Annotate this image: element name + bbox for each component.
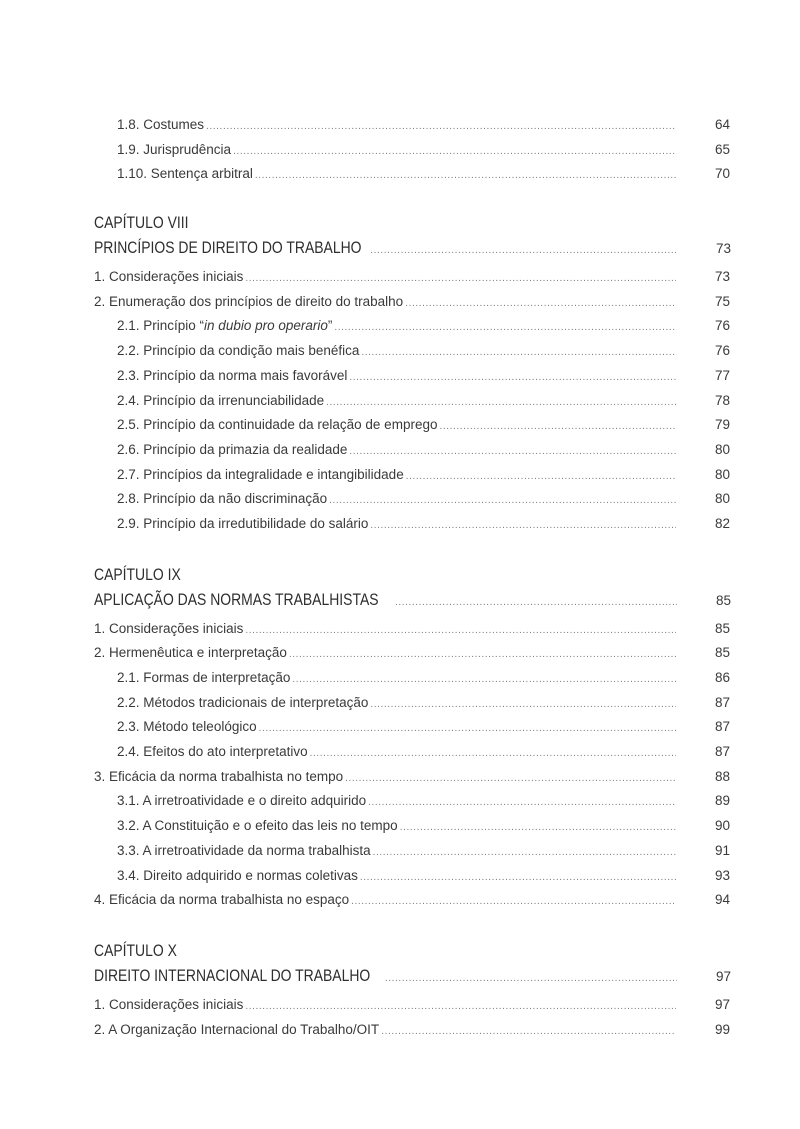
- toc-entry[interactable]: [94, 162, 730, 187]
- dot-leader: [361, 341, 676, 366]
- toc-entry[interactable]: [94, 666, 730, 691]
- dot-leader: [385, 966, 677, 992]
- chapter-title: APLICAÇÃO DAS NORMAS TRABALHISTAS: [94, 589, 379, 609]
- dot-leader: [329, 489, 676, 514]
- toc-entry-page: 76: [714, 343, 730, 359]
- toc-entry-label: 3.2. A Constituição e o efeito das leis no tempo: [117, 818, 398, 834]
- toc-entry[interactable]: [94, 789, 730, 814]
- toc-entry-page: 85: [714, 645, 730, 661]
- dot-leader: [370, 693, 676, 718]
- dot-leader: [381, 1020, 676, 1045]
- toc-entry[interactable]: [94, 339, 730, 364]
- dot-leader: [370, 514, 676, 539]
- dot-leader: [400, 816, 676, 841]
- toc-entry-label: 2.6. Princípio da primazia da realidade: [117, 441, 348, 457]
- toc-entry[interactable]: [94, 740, 730, 765]
- toc-entry[interactable]: [94, 463, 730, 488]
- toc-entry-page: 80: [714, 491, 730, 507]
- toc-entry[interactable]: [94, 512, 730, 537]
- chapter-title: DIREITO INTERNACIONAL DO TRABALHO: [94, 965, 371, 985]
- toc-entry-label: 2.5. Princípio da continuidade da relação de emprego: [117, 417, 438, 433]
- dot-leader: [292, 668, 676, 693]
- dot-leader: [206, 115, 676, 140]
- toc-entry[interactable]: [94, 113, 730, 138]
- toc-entry-page: 91: [714, 842, 730, 858]
- toc-entry-label: 2.2. Métodos tradicionais de interpretação: [117, 694, 369, 710]
- toc-entry-label: 2.9. Princípio da irredutibilidade do salário: [117, 515, 369, 531]
- table-of-contents: [94, 113, 730, 1042]
- toc-entry[interactable]: [94, 814, 730, 839]
- toc-entry[interactable]: [94, 864, 730, 889]
- toc-entry-label: 3.3. A irretroatividade da norma trabalhista: [117, 842, 371, 858]
- toc-entry-label: 2.3. Princípio da norma mais favorável: [117, 367, 348, 383]
- toc-entry-page: 77: [714, 367, 730, 383]
- toc-entry-label: 2. Enumeração dos princípios de direito do trabalho: [94, 293, 404, 309]
- toc-entry-page: 78: [714, 392, 730, 408]
- toc-entry-page: 70: [714, 166, 730, 182]
- toc-entry[interactable]: [94, 314, 730, 339]
- toc-entry-label: 2.1. Princípio “in dubio pro operario”: [117, 318, 333, 334]
- toc-entry[interactable]: [94, 413, 730, 438]
- chapter-page: 97: [716, 968, 732, 984]
- dot-leader: [345, 767, 676, 792]
- toc-entry[interactable]: [94, 364, 730, 389]
- dot-leader: [405, 292, 676, 317]
- toc-entry-label: 3. Eficácia da norma trabalhista no tempo: [94, 768, 344, 784]
- toc-entry-label: 1.8. Costumes: [117, 117, 205, 132]
- dot-leader: [310, 742, 676, 767]
- toc-entry-label: 3.1. A irretroatividade e o direito adquirido: [117, 793, 367, 809]
- dot-leader: [245, 995, 676, 1020]
- dot-leader: [439, 415, 676, 440]
- toc-entry-page: 80: [714, 441, 730, 457]
- intro-entries: [94, 113, 730, 187]
- chapter-number: CAPÍTULO IX: [94, 564, 181, 584]
- toc-entry-page: 65: [714, 141, 730, 157]
- toc-entry[interactable]: [94, 691, 730, 716]
- toc-entry-page: 80: [714, 466, 730, 482]
- dot-leader: [349, 440, 676, 465]
- toc-entry-page: 64: [714, 117, 730, 132]
- toc-entry-page: 89: [714, 793, 730, 809]
- toc-entry[interactable]: [94, 715, 730, 740]
- toc-entry[interactable]: [94, 389, 730, 414]
- toc-entry-page: 82: [714, 515, 730, 531]
- toc-entry[interactable]: [94, 1018, 730, 1043]
- dot-leader: [326, 391, 676, 416]
- chapter-ix: [94, 563, 730, 913]
- toc-entry-label: 2.4. Princípio da irrenunciabilidade: [117, 392, 325, 408]
- toc-entry-page: 76: [714, 318, 730, 334]
- toc-entry[interactable]: [94, 765, 730, 790]
- toc-entry-page: 85: [714, 620, 730, 636]
- dot-leader: [360, 866, 676, 891]
- dot-leader: [368, 791, 676, 816]
- dot-leader: [349, 366, 676, 391]
- toc-entry-page: 87: [714, 744, 730, 760]
- dot-leader: [370, 238, 677, 264]
- toc-entry-page: 90: [714, 818, 730, 834]
- toc-entry-label: 2.2. Princípio da condição mais benéfica: [117, 343, 360, 359]
- toc-entry[interactable]: [94, 641, 730, 666]
- dot-leader: [395, 590, 677, 616]
- toc-entry-page: 99: [714, 1021, 730, 1037]
- dot-leader: [289, 643, 676, 668]
- toc-entry-label: 2. A Organização Internacional do Trabalho/OIT: [94, 1021, 380, 1037]
- toc-entry[interactable]: [94, 888, 730, 913]
- toc-entry-page: 94: [714, 892, 730, 908]
- toc-entry-page: 73: [714, 269, 730, 285]
- toc-entry-page: 86: [714, 670, 730, 685]
- chapter-title: PRINCÍPIOS DE DIREITO DO TRABALHO: [94, 238, 362, 258]
- toc-entry-label: 1.10. Sentença arbitral: [117, 166, 253, 182]
- toc-entry[interactable]: [94, 265, 730, 290]
- toc-entry-page: 97: [714, 996, 730, 1012]
- dot-leader: [233, 140, 676, 165]
- toc-entry-label: 1. Considerações iniciais: [94, 620, 244, 636]
- dot-leader: [259, 717, 676, 742]
- toc-entry[interactable]: [94, 839, 730, 864]
- toc-entry-page: 88: [714, 768, 730, 784]
- toc-entry-label: 2. Hermenêutica e interpretação: [94, 645, 287, 661]
- toc-entry-label: 2.4. Efeitos do ato interpretativo: [117, 744, 308, 760]
- chapter-x: [94, 939, 730, 1042]
- toc-entry[interactable]: [94, 138, 730, 163]
- chapter-title-row[interactable]: [94, 235, 730, 261]
- toc-entry-label: 2.8. Princípio da não discriminação: [117, 491, 328, 507]
- chapter-number: CAPÍTULO X: [94, 940, 177, 960]
- toc-entry-label: 1.9. Jurisprudência: [117, 141, 232, 157]
- toc-entry-page: 87: [714, 719, 730, 735]
- toc-entry-label: 4. Eficácia da norma trabalhista no espaço: [94, 892, 350, 908]
- toc-entry-label: 2.7. Princípios da integralidade e intangibilidade: [117, 466, 404, 482]
- dot-leader: [245, 619, 676, 644]
- toc-entry-label: 3.4. Direito adquirido e normas coletivas: [117, 867, 358, 883]
- toc-entry[interactable]: [94, 290, 730, 315]
- dot-leader: [245, 267, 676, 292]
- toc-entry[interactable]: [94, 438, 730, 463]
- toc-entry[interactable]: [94, 993, 730, 1018]
- toc-entry[interactable]: [94, 617, 730, 642]
- toc-entry-label: 1. Considerações iniciais: [94, 996, 244, 1012]
- chapter-number: CAPÍTULO VIII: [94, 213, 189, 233]
- toc-entry-label: 2.1. Formas de interpretação: [117, 670, 291, 685]
- toc-entry-page: 87: [714, 694, 730, 710]
- dot-leader: [334, 316, 676, 341]
- toc-entry[interactable]: [94, 487, 730, 512]
- dot-leader: [373, 841, 676, 866]
- chapter-page: 73: [716, 241, 732, 257]
- toc-entry-page: 79: [714, 417, 730, 433]
- chapter-title-row[interactable]: [94, 587, 730, 613]
- toc-entry-page: 75: [714, 293, 730, 309]
- toc-entry-page: 93: [714, 867, 730, 883]
- dot-leader: [255, 164, 676, 189]
- chapter-viii: [94, 211, 730, 537]
- dot-leader: [406, 465, 676, 490]
- toc-entry-label: 1. Considerações iniciais: [94, 269, 244, 285]
- toc-entry-label: 2.3. Método teleológico: [117, 719, 257, 735]
- chapter-title-row[interactable]: [94, 963, 730, 989]
- chapter-page: 85: [716, 592, 732, 608]
- dot-leader: [351, 890, 676, 915]
